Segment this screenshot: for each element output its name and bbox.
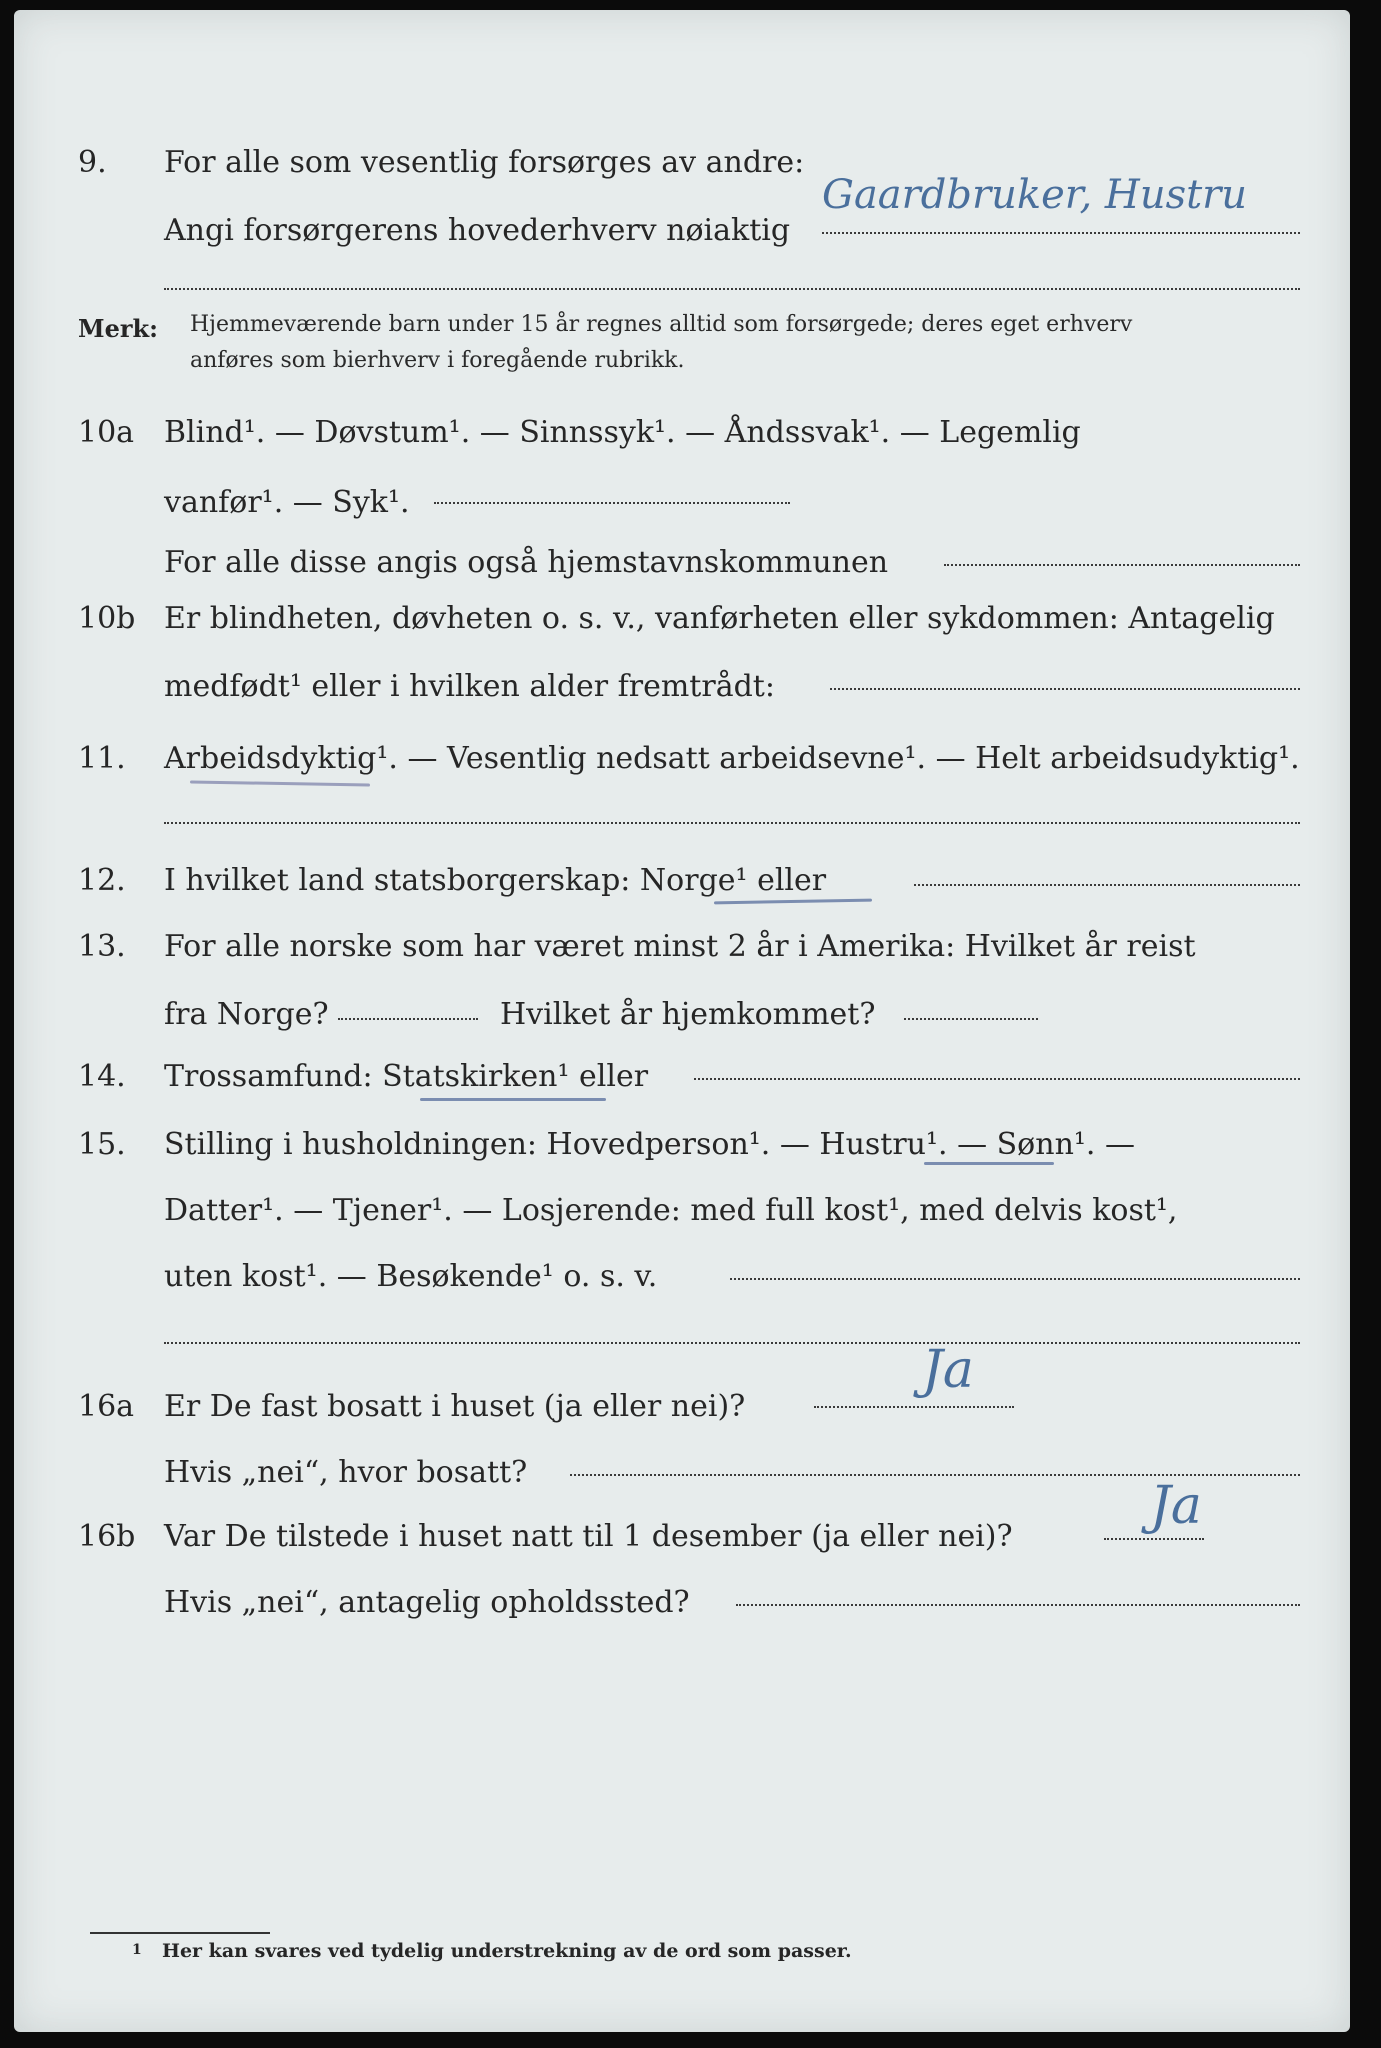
q16b-whereabouts-line [736, 1602, 1300, 1606]
q14-number: 14. [78, 1059, 126, 1094]
q13-question: For alle norske som har været minst 2 år i Amerika: Hvilket år reist [164, 929, 1196, 964]
q16b-question: Var De tilstede i huset natt til 1 desember (ja eller nei)? [164, 1519, 1013, 1554]
q14-underline-mark [420, 1098, 606, 1101]
q14-question: Trossamfund: Statskirken¹ eller [164, 1059, 649, 1094]
q15-options-3: uten kost¹. — Besøkende¹ o. s. v. [164, 1259, 658, 1294]
q15-options-1: Stilling i husholdningen: Hovedperson¹. — Hustru¹. — Sønn¹. — [164, 1127, 1135, 1162]
census-form-page [14, 10, 1350, 2032]
q11-number: 11. [78, 741, 126, 776]
q10b-question: Er blindheten, døvheten o. s. v., vanførheten eller sykdommen: Antagelig [164, 601, 1275, 636]
q9-question: For alle som vesentlig forsørges av andre: [164, 145, 805, 180]
q16a-question: Er De fast bosatt i huset (ja eller nei)? [164, 1389, 746, 1424]
q10a-municipality-line [944, 562, 1300, 566]
q9-answer-line [822, 230, 1300, 234]
q15-answer-line [730, 1276, 1300, 1280]
q15-extra-line [164, 1340, 1300, 1344]
q9-number: 9. [78, 145, 107, 180]
q15-underline-mark [924, 1162, 1054, 1165]
q13-row-2 [14, 990, 1350, 1040]
q9-instruction: Angi forsørgerens hovederhverv nøiaktig [164, 213, 791, 248]
q11-extra-line [164, 820, 1300, 824]
q16a-row-1 [14, 1382, 1350, 1432]
q10b-row-1 [14, 594, 1350, 644]
q14-answer-line [694, 1076, 1300, 1080]
q9-handwritten-answer: Gaardbruker, Hustru [822, 172, 1248, 218]
q16a-handwritten-answer: Ja [922, 1340, 974, 1400]
footnote-text: Her kan svares ved tydelig understrekning av de ord som passer. [162, 1940, 852, 1962]
q12-question: I hvilket land statsborgerskap: Norge¹ eller [164, 863, 827, 898]
q16b-number: 16b [78, 1519, 136, 1554]
q10b-question-2: medfødt¹ eller i hvilken alder fremtrådt: [164, 669, 775, 704]
q13-row-1 [14, 922, 1350, 972]
q10b-number: 10b [78, 601, 136, 636]
q15-row-2 [14, 1186, 1350, 1236]
q15-row-1 [14, 1120, 1350, 1170]
q10a-number: 10a [78, 415, 135, 450]
q16b-answer-line [1104, 1536, 1204, 1540]
q13-returned-line [904, 1016, 1038, 1020]
q10a-answer-line [434, 500, 790, 504]
q13-left-from-norway: fra Norge? [164, 997, 329, 1032]
q15-number: 15. [78, 1127, 126, 1162]
q10a-home-municipality: For alle disse angis også hjemstavnskommunen [164, 545, 889, 580]
q16b-whereabouts: Hvis „nei“, antagelig opholdssted? [164, 1585, 690, 1620]
q10b-answer-line [830, 686, 1300, 690]
q11-row-1 [14, 734, 1350, 784]
merk-text-1: Hjemmeværende barn under 15 år regnes alltid som forsørgede; deres eget erhverv [190, 312, 1133, 337]
q16b-handwritten-answer: Ja [1150, 1476, 1202, 1536]
q13-number: 13. [78, 929, 126, 964]
q10a-options-2: vanfør¹. — Syk¹. [164, 485, 410, 520]
q16a-answer-line [814, 1404, 1014, 1408]
footnote-marker: 1 [132, 1942, 142, 1958]
q16a-where: Hvis „nei“, hvor bosatt? [164, 1455, 528, 1490]
footnote-rule [90, 1932, 270, 1934]
q11-options: Arbeidsdyktig¹. — Vesentlig nedsatt arbeidsevne¹. — Helt arbeidsudyktig¹. [164, 741, 1300, 776]
q9-extra-line [164, 286, 1300, 290]
q13-left-line [338, 1016, 478, 1020]
merk-label: Merk: [78, 314, 158, 343]
q15-options-2: Datter¹. — Tjener¹. — Losjerende: med full kost¹, med delvis kost¹, [164, 1193, 1178, 1228]
q12-number: 12. [78, 863, 126, 898]
q13-returned: Hvilket år hjemkommet? [500, 997, 876, 1032]
q10a-row-1 [14, 408, 1350, 458]
q16a-number: 16a [78, 1389, 135, 1424]
q12-row-1 [14, 856, 1350, 906]
merk-text-2: anføres som bierhverv i foregående rubrikk. [190, 348, 685, 373]
q10a-options: Blind¹. — Døvstum¹. — Sinnssyk¹. — Åndssvak¹. — Legemlig [164, 415, 1081, 450]
q12-answer-line [914, 882, 1300, 886]
